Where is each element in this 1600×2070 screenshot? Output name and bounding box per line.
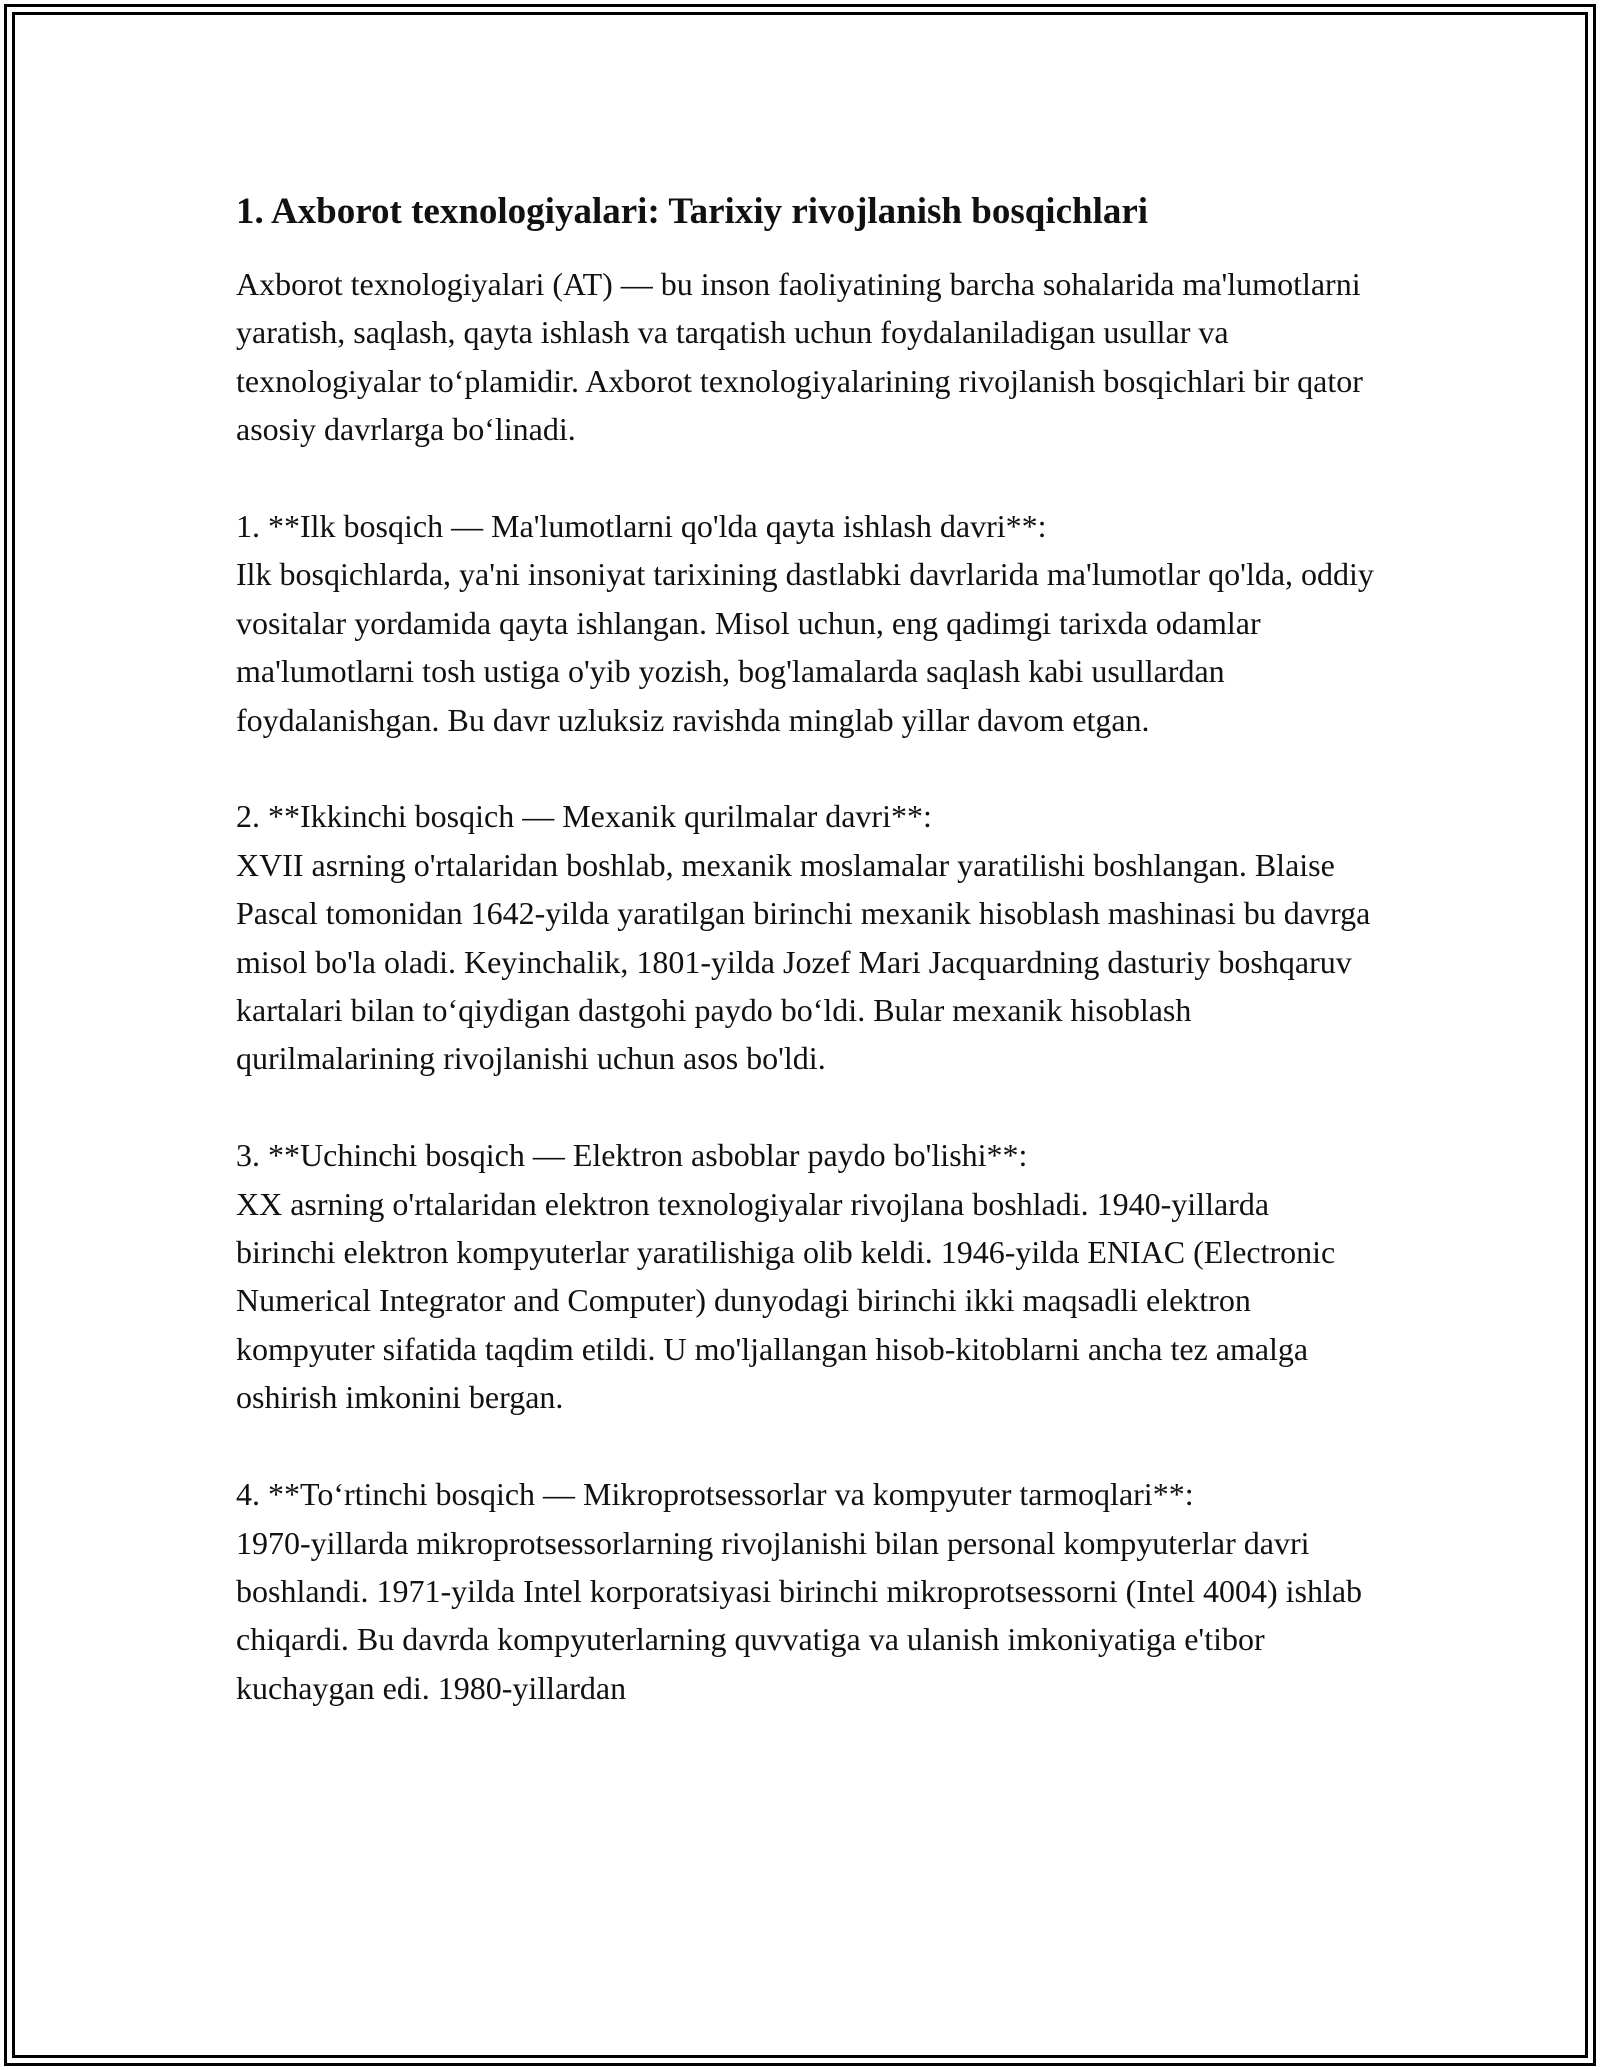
document-body	[236, 186, 1376, 1712]
section-heading: 1. **Ilk bosqich — Ma'lumotlarni qo'lda qayta ishlash davri**:	[236, 508, 1047, 545]
section-3	[236, 1131, 1376, 1421]
section-heading: 2. **Ikkinchi bosqich — Mexanik qurilmalar davri**:	[236, 798, 932, 835]
paragraph-gap	[236, 744, 1376, 792]
section-1	[236, 502, 1376, 744]
section-body: 1970-yillarda mikroprotsessorlarning rivojlanishi bilan personal kompyuterlar davri boshlandi. 1971-yilda Intel korporatsiyasi birinchi mikroprotsessorni (Intel 4004) ishlab chiqardi. Bu davrda kompyuterlarning quvvatiga va ulanish imkoniyatiga e'tibor kuchaygan edi. 1980-yillardan	[236, 1524, 1363, 1706]
section-heading: 4. **To‘rtinchi bosqich — Mikroprotsessorlar va kompyuter tarmoqlari**:	[236, 1476, 1194, 1513]
section-body: XX asrning o'rtalaridan elektron texnologiyalar rivojlana boshladi. 1940-yillarda birinchi elektron kompyuterlar yaratilishiga olib keldi. 1946-yilda ENIAC (Electronic Numerical Integrator and Computer) dunyodagi birinchi ikki maqsadli elektron kompyuter sifatida taqdim etildi. U mo'ljallangan hisob-kitoblarni ancha tez amalga oshirish imkonini bergan.	[236, 1185, 1336, 1416]
section-4	[236, 1470, 1376, 1712]
section-body: XVII asrning o'rtalaridan boshlab, mexanik moslamalar yaratilishi boshlangan. Blaise Pascal tomonidan 1642-yilda yaratilgan birinchi mexanik hisoblash mashinasi bu davrga misol bo'la oladi. Keyinchalik, 1801-yilda Jozef Mari Jacquardning dasturiy boshqaruv kartalari bilan to‘qiydigan dastgohi paydo bo‘ldi. Bular mexanik hisoblash qurilmalarining rivojlanishi uchun asos bo'ldi.	[236, 846, 1371, 1077]
section-heading: 3. **Uchinchi bosqich — Elektron asboblar paydo bo'lishi**:	[236, 1137, 1028, 1174]
section-2	[236, 792, 1376, 1082]
paragraph-gap	[236, 454, 1376, 502]
document-title: 1. Axborot texnologiyalari: Tarixiy rivojlanish bosqichlari	[236, 191, 1149, 232]
paragraph-gap	[236, 1083, 1376, 1131]
intro-paragraph: Axborot texnologiyalari (AT) — bu inson faoliyatining barcha sohalarida ma'lumotlarni yaratish, saqlash, qayta ishlash va tarqatish uchun foydalaniladigan usullar va texnologiyalar to‘plamidir. Axborot texnologiyalarining rivojlanish bosqichlari bir qator asosiy davrlarga bo‘linadi.	[236, 266, 1363, 448]
section-body: Ilk bosqichlarda, ya'ni insoniyat tarixining dastlabki davrlarida ma'lumotlar qo'lda, oddiy vositalar yordamida qayta ishlangan. Misol uchun, eng qadimgi tarixda odamlar ma'lumotlarni tosh ustiga o'yib yozish, bog'lamalarda saqlash kabi usullardan foydalanishgan. Bu davr uzluksiz ravishda minglab yillar davom etgan.	[236, 556, 1374, 738]
paragraph-gap	[236, 1422, 1376, 1470]
